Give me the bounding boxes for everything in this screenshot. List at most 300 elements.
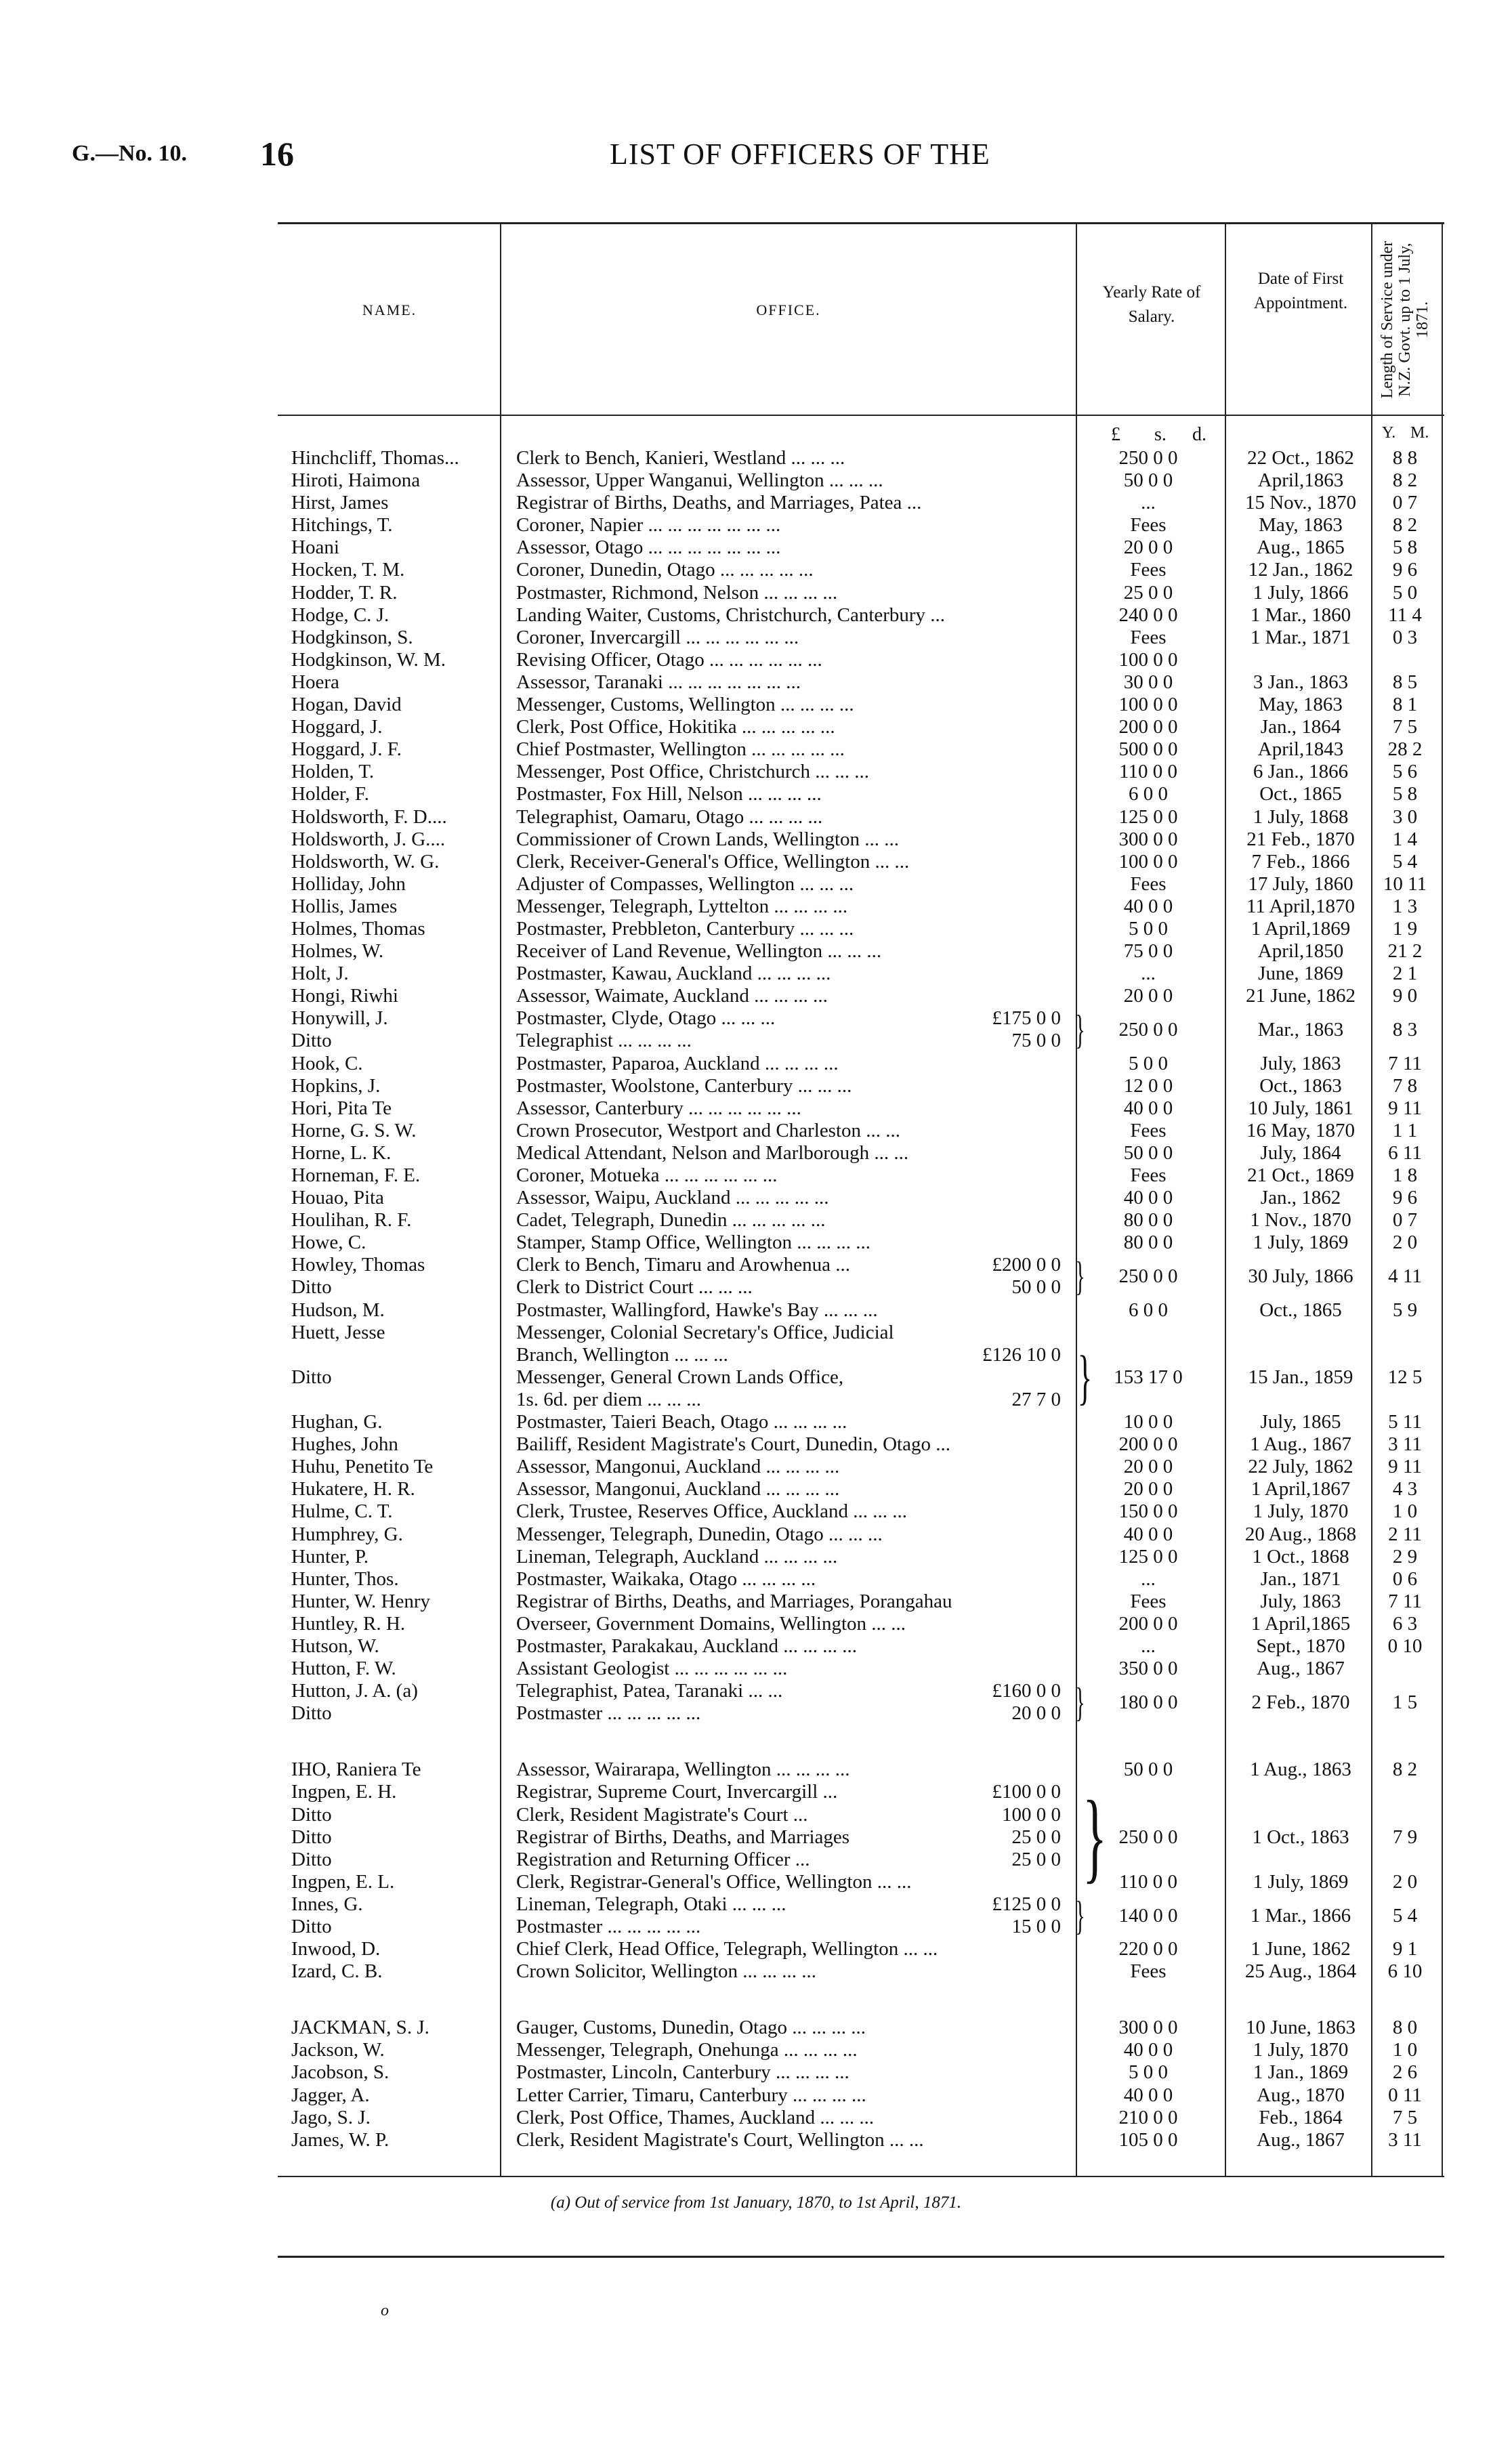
salary-component: £160 0 0 xyxy=(992,1680,1061,1702)
table-row xyxy=(0,940,1512,963)
appointment-date: 22 July, 1862 xyxy=(1248,1456,1353,1478)
appointment-date: Sept., 1870 xyxy=(1256,1635,1345,1657)
table-row xyxy=(0,492,1512,514)
yearly-salary: Fees xyxy=(1130,1590,1167,1612)
office-title: Registrar of Births, Deaths, and Marriages, Patea ... xyxy=(516,492,922,514)
table-bottom-rule xyxy=(278,2176,1444,2177)
office-title: Assessor, Canterbury ... ... ... ... ... ... xyxy=(516,1097,801,1119)
office-title: Registration and Returning Officer ... xyxy=(516,1848,810,1870)
office-title: Postmaster, Wallingford, Hawke's Bay ... ... ... xyxy=(516,1299,878,1321)
officer-name: Hutton, F. W. xyxy=(291,1658,396,1680)
officer-table-body xyxy=(0,447,1512,2151)
appointment-date: 22 Oct., 1862 xyxy=(1247,447,1354,469)
service-length: 5 11 xyxy=(1388,1411,1422,1433)
officer-name: Humphrey, G. xyxy=(291,1523,403,1545)
office-title: Branch, Wellington ... ... ... xyxy=(516,1343,728,1366)
yearly-salary: 5 0 0 xyxy=(1129,1052,1168,1074)
yearly-salary: 110 0 0 xyxy=(1119,1870,1177,1893)
service-length: 1 4 xyxy=(1392,828,1418,850)
appointment-date: July, 1865 xyxy=(1260,1411,1341,1433)
appointment-date: 12 Jan., 1862 xyxy=(1248,559,1353,581)
yearly-salary: ... xyxy=(1141,492,1156,514)
office-title: Postmaster, Fox Hill, Nelson ... ... ... ... xyxy=(516,783,822,805)
table-row xyxy=(0,1187,1512,1209)
service-length: 2 6 xyxy=(1392,2061,1418,2084)
table-row xyxy=(0,1591,1512,1613)
table-row xyxy=(0,537,1512,559)
table-row xyxy=(0,1613,1512,1635)
service-length: 3 11 xyxy=(1388,2128,1422,2151)
office-title: Postmaster, Kawau, Auckland ... ... ... ... xyxy=(516,963,831,985)
table-row xyxy=(0,1299,1512,1322)
office-title: Assistant Geologist ... ... ... ... ... ... xyxy=(516,1658,788,1680)
officer-name: Honywill, J. xyxy=(291,1007,388,1030)
service-length: 1 0 xyxy=(1392,2039,1418,2061)
yearly-salary: 6 0 0 xyxy=(1129,783,1168,805)
appointment-date: 30 July, 1866 xyxy=(1248,1265,1353,1288)
appointment-date: April,1863 xyxy=(1257,469,1344,492)
office-title: Messenger, Telegraph, Lyttelton ... ... ... ... xyxy=(516,895,848,917)
office-title: Postmaster, Taieri Beach, Otago ... ... ... ... xyxy=(516,1411,847,1433)
service-length: 2 1 xyxy=(1392,963,1418,985)
officer-name: Hodgkinson, W. M. xyxy=(291,648,446,671)
officer-name: Houao, Pita xyxy=(291,1187,384,1209)
office-title: Clerk to Bench, Kanieri, Westland ... ... ... xyxy=(516,447,845,469)
office-title: Assessor, Upper Wanganui, Wellington ... ... ... xyxy=(516,469,883,492)
yearly-salary: 40 0 0 xyxy=(1123,1097,1173,1119)
yearly-salary: 40 0 0 xyxy=(1123,2084,1173,2106)
service-length: 0 7 xyxy=(1392,492,1418,514)
yearly-salary: 105 0 0 xyxy=(1118,2128,1178,2151)
yearly-salary: 80 0 0 xyxy=(1123,1232,1173,1254)
office-title: Crown Prosecutor, Westport and Charleston ... ... xyxy=(516,1119,901,1141)
yearly-salary: 20 0 0 xyxy=(1123,1456,1173,1478)
office-title: Postmaster, Woolstone, Canterbury ... ... ... xyxy=(516,1074,852,1097)
table-row xyxy=(0,559,1512,581)
office-title: Postmaster, Clyde, Otago ... ... ... xyxy=(516,1007,776,1030)
officer-name: Hughes, John xyxy=(291,1433,398,1456)
officer-name: Izard, C. B. xyxy=(291,1960,383,1983)
officer-name: Houlihan, R. F. xyxy=(291,1209,412,1232)
service-length: 6 10 xyxy=(1387,1960,1423,1983)
office-title: Landing Waiter, Customs, Christchurch, Canterbury ... xyxy=(516,604,946,626)
table-row xyxy=(0,2107,1512,2129)
office-title: Telegraphist, Patea, Taranaki ... ... xyxy=(516,1680,783,1702)
office-title: Postmaster, Lincoln, Canterbury ... ... ... ... xyxy=(516,2061,849,2084)
service-length: 12 5 xyxy=(1387,1366,1423,1388)
table-row xyxy=(0,2129,1512,2151)
yearly-salary: Fees xyxy=(1130,1960,1167,1983)
yearly-salary: 125 0 0 xyxy=(1118,805,1178,828)
salary-component: 25 0 0 xyxy=(1011,1848,1061,1870)
yearly-salary: Fees xyxy=(1130,1119,1167,1141)
service-length: 2 0 xyxy=(1392,1232,1418,1254)
table-row xyxy=(0,1232,1512,1254)
table-row xyxy=(0,1164,1512,1187)
officer-name: Ditto xyxy=(291,1848,332,1870)
service-length: 7 8 xyxy=(1392,1074,1418,1097)
appointment-date: 2 Feb., 1870 xyxy=(1251,1691,1350,1714)
appointment-date: 15 Nov., 1870 xyxy=(1244,492,1357,514)
officer-name: Ditto xyxy=(291,1803,332,1826)
service-length: 9 6 xyxy=(1392,559,1418,581)
table-row xyxy=(0,1478,1512,1500)
yearly-salary: 10 0 0 xyxy=(1123,1411,1173,1433)
appointment-date: April,1843 xyxy=(1257,738,1344,761)
officer-name: Hiroti, Haimona xyxy=(291,469,421,492)
service-length: 1 5 xyxy=(1392,1691,1418,1714)
appointment-date: July, 1863 xyxy=(1260,1590,1341,1612)
table-row xyxy=(0,806,1512,828)
appointment-date: Aug., 1867 xyxy=(1257,1658,1345,1680)
office-title: Lineman, Telegraph, Auckland ... ... ... ... xyxy=(516,1545,838,1568)
salary-component: £200 0 0 xyxy=(992,1254,1061,1276)
table-row xyxy=(0,514,1512,537)
officer-name: Hodgkinson, S. xyxy=(291,626,413,648)
service-length: 8 8 xyxy=(1392,447,1418,469)
officer-name: Jago, S. J. xyxy=(291,2106,371,2128)
appointment-date: June, 1869 xyxy=(1258,963,1343,985)
officer-name: Hongi, Riwhi xyxy=(291,985,398,1007)
appointment-date: 1 Jan., 1869 xyxy=(1253,2061,1349,2084)
officer-name: Hook, C. xyxy=(291,1052,363,1074)
officer-name: Jacobson, S. xyxy=(291,2061,390,2084)
officer-name: Ingpen, E. H. xyxy=(291,1781,397,1803)
appointment-date: Aug., 1865 xyxy=(1257,537,1345,559)
grouping-brace: } xyxy=(1075,1007,1085,1053)
yearly-salary: 125 0 0 xyxy=(1118,1545,1178,1568)
officer-name: Hukatere, H. R. xyxy=(291,1478,415,1500)
yearly-salary: 110 0 0 xyxy=(1119,761,1177,783)
officer-name: Hoera xyxy=(291,671,339,693)
office-title: Messenger, Telegraph, Onehunga ... ... ... ... xyxy=(516,2039,858,2061)
yearly-salary: 20 0 0 xyxy=(1123,1478,1173,1500)
salary-component: 20 0 0 xyxy=(1011,1702,1061,1725)
office-title: Chief Postmaster, Wellington ... ... ... ... ... xyxy=(516,738,845,761)
appointment-date: 1 July, 1869 xyxy=(1253,1232,1349,1254)
officer-name: Ditto xyxy=(291,1702,332,1725)
service-length: 1 1 xyxy=(1392,1119,1418,1141)
yearly-salary: ... xyxy=(1141,1635,1156,1657)
appointment-date: 1 Aug., 1867 xyxy=(1250,1433,1351,1456)
service-length: 2 0 xyxy=(1392,1870,1418,1893)
table-row xyxy=(0,649,1512,671)
officer-name: Holden, T. xyxy=(291,761,375,783)
column-header-date: Date of First Appointment. xyxy=(1253,270,1348,312)
table-row xyxy=(0,783,1512,805)
yearly-salary: 250 0 0 xyxy=(1118,1019,1178,1041)
appointment-date: Feb., 1864 xyxy=(1259,2106,1343,2128)
office-title: Clerk to Bench, Timaru and Arowhenua ... xyxy=(516,1254,850,1276)
officer-name: Holt, J. xyxy=(291,963,349,985)
appointment-date: Oct., 1865 xyxy=(1259,1299,1342,1321)
officer-name: Inwood, D. xyxy=(291,1938,381,1960)
yearly-salary: 50 0 0 xyxy=(1123,1141,1173,1164)
yearly-salary: 180 0 0 xyxy=(1118,1691,1178,1714)
officer-name: Huntley, R. H. xyxy=(291,1612,406,1635)
appointment-date: 16 May, 1870 xyxy=(1246,1119,1356,1141)
service-length: 8 2 xyxy=(1392,469,1418,492)
service-length: 0 3 xyxy=(1392,626,1418,648)
officer-name: Hollis, James xyxy=(291,895,398,917)
officer-name: Hori, Pita Te xyxy=(291,1097,392,1119)
office-title: Coroner, Invercargill ... ... ... ... ... ... xyxy=(516,626,799,648)
appointment-date: 11 April,1870 xyxy=(1246,895,1356,917)
page-header xyxy=(0,135,1512,179)
document-reference: G.—No. 10. xyxy=(72,141,187,166)
appointment-date: 1 Oct., 1868 xyxy=(1252,1545,1349,1568)
service-length: 9 1 xyxy=(1392,1938,1418,1960)
table-row xyxy=(0,1523,1512,1546)
officer-name: Horneman, F. E. xyxy=(291,1164,421,1186)
service-length: 8 2 xyxy=(1392,1759,1418,1781)
page-number: 16 xyxy=(260,135,294,173)
salary-component: £125 0 0 xyxy=(992,1893,1061,1915)
service-length: 7 5 xyxy=(1392,716,1418,738)
table-row xyxy=(0,604,1512,627)
table-row xyxy=(0,582,1512,604)
appointment-date: 25 Aug., 1864 xyxy=(1244,1960,1357,1983)
appointment-date: 1 Aug., 1863 xyxy=(1250,1759,1351,1781)
office-title: Postmaster ... ... ... ... ... xyxy=(516,1702,701,1725)
service-length: 6 3 xyxy=(1392,1612,1418,1635)
yearly-salary: 250 0 0 xyxy=(1118,1826,1178,1848)
table-row xyxy=(0,1433,1512,1456)
table-row xyxy=(0,1500,1512,1523)
service-length: 7 11 xyxy=(1388,1052,1422,1074)
service-length: 11 4 xyxy=(1388,604,1422,626)
office-title: Registrar, Supreme Court, Invercargill ... xyxy=(516,1781,838,1803)
appointment-date: May, 1863 xyxy=(1259,694,1343,716)
office-title: Postmaster, Parakakau, Auckland ... ... ... ... xyxy=(516,1635,858,1657)
yearly-salary: 153 17 0 xyxy=(1114,1366,1183,1388)
officer-name: Hogan, David xyxy=(291,694,402,716)
table-row xyxy=(0,1075,1512,1097)
appointment-date: Jan., 1871 xyxy=(1260,1568,1341,1590)
service-length: 5 4 xyxy=(1392,850,1418,872)
column-header-name: NAME. xyxy=(362,301,417,318)
office-title: Clerk to District Court ... ... ... xyxy=(516,1276,753,1299)
office-title: Assessor, Mangonui, Auckland ... ... ... ... xyxy=(516,1456,840,1478)
table-row xyxy=(0,1389,1512,1411)
table-row xyxy=(0,1322,1512,1344)
yearly-salary: 80 0 0 xyxy=(1123,1209,1173,1232)
office-title: Revising Officer, Otago ... ... ... ... ... ... xyxy=(516,648,822,671)
service-length: 5 4 xyxy=(1392,1905,1418,1927)
table-row xyxy=(0,828,1512,851)
service-length: 5 8 xyxy=(1392,783,1418,805)
yearly-salary: 50 0 0 xyxy=(1123,1759,1173,1781)
officer-name: Hutson, W. xyxy=(291,1635,379,1657)
appointment-date: 21 June, 1862 xyxy=(1246,985,1356,1007)
service-length: 5 0 xyxy=(1392,581,1418,604)
salary-component: £126 10 0 xyxy=(982,1343,1061,1366)
table-row xyxy=(0,447,1512,469)
officer-name: Ditto xyxy=(291,1030,332,1052)
unit-shillings: s. xyxy=(1154,424,1167,445)
yearly-salary: 200 0 0 xyxy=(1118,1433,1178,1456)
service-length: 9 11 xyxy=(1388,1097,1422,1119)
office-title: Clerk, Trustee, Reserves Office, Auckland ... ... ... xyxy=(516,1500,907,1523)
office-title: Registrar of Births, Deaths, and Marriages, Porangahau xyxy=(516,1590,952,1612)
yearly-salary: 350 0 0 xyxy=(1118,1658,1178,1680)
officer-name: Horne, G. S. W. xyxy=(291,1119,417,1141)
table-row xyxy=(0,1871,1512,1893)
table-row xyxy=(0,1456,1512,1478)
officer-name: IHO, Raniera Te xyxy=(291,1759,421,1781)
service-length: 5 9 xyxy=(1392,1299,1418,1321)
table-row xyxy=(0,1019,1512,1052)
officer-name: Huhu, Penetito Te xyxy=(291,1456,434,1478)
appointment-date: 1 Mar., 1866 xyxy=(1250,1905,1351,1927)
office-title: Clerk, Post Office, Thames, Auckland ... ... ... xyxy=(516,2106,875,2128)
yearly-salary: 250 0 0 xyxy=(1118,447,1178,469)
salary-component: £175 0 0 xyxy=(992,1007,1061,1030)
officer-name: Hulme, C. T. xyxy=(291,1500,393,1523)
appointment-date: 1 July, 1870 xyxy=(1253,1500,1349,1523)
yearly-salary: 25 0 0 xyxy=(1123,581,1173,604)
office-title: Assessor, Wairarapa, Wellington ... ... ... ... xyxy=(516,1759,850,1781)
office-title: Registrar of Births, Deaths, and Marriages xyxy=(516,1826,850,1848)
yearly-salary: 40 0 0 xyxy=(1123,895,1173,917)
yearly-salary: 220 0 0 xyxy=(1118,1938,1178,1960)
office-title: Chief Clerk, Head Office, Telegraph, Wellington ... ... xyxy=(516,1938,938,1960)
officer-name: Hoggard, J. F. xyxy=(291,738,402,761)
yearly-salary: ... xyxy=(1141,1568,1156,1590)
officer-name: Holliday, John xyxy=(291,872,406,895)
service-length: 9 0 xyxy=(1392,985,1418,1007)
office-title: Postmaster, Prebbleton, Canterbury ... ... ... xyxy=(516,917,854,940)
service-length: 9 6 xyxy=(1392,1187,1418,1209)
appointment-date: 10 July, 1861 xyxy=(1248,1097,1353,1119)
service-length: 3 0 xyxy=(1392,805,1418,828)
appointment-date: Aug., 1870 xyxy=(1257,2084,1345,2106)
appointment-date: 10 June, 1863 xyxy=(1246,2017,1356,2039)
officer-name: Holmes, Thomas xyxy=(291,917,425,940)
office-title: Cadet, Telegraph, Dunedin ... ... ... ... ... xyxy=(516,1209,826,1232)
officer-name: Hopkins, J. xyxy=(291,1074,381,1097)
service-length: 8 2 xyxy=(1392,514,1418,537)
officer-name: Ingpen, E. L. xyxy=(291,1870,395,1893)
service-length: 2 11 xyxy=(1388,1523,1422,1545)
appointment-date: 7 Feb., 1866 xyxy=(1251,850,1350,872)
service-length: 5 8 xyxy=(1392,537,1418,559)
office-title: Messenger, Colonial Secretary's Office, Judicial xyxy=(516,1321,894,1343)
appointment-date: 20 Aug., 1868 xyxy=(1244,1523,1357,1545)
yearly-salary: 210 0 0 xyxy=(1118,2106,1178,2128)
appointment-date: Aug., 1867 xyxy=(1257,2128,1345,2151)
service-length: 8 0 xyxy=(1392,2017,1418,2039)
table-row xyxy=(0,1053,1512,1075)
officer-name: Hunter, Thos. xyxy=(291,1568,399,1590)
office-title: Messenger, General Crown Lands Office, xyxy=(516,1366,844,1388)
footnote: (a) Out of service from 1st January, 1870, to 1st April, 1871. xyxy=(550,2193,962,2212)
appointment-date: 17 July, 1860 xyxy=(1248,872,1353,895)
officer-name: James, W. P. xyxy=(291,2128,390,2151)
yearly-salary: 5 0 0 xyxy=(1129,917,1168,940)
table-row xyxy=(0,985,1512,1007)
appointment-date: 21 Oct., 1869 xyxy=(1247,1164,1354,1186)
service-length: 10 11 xyxy=(1383,872,1427,895)
page-title: LIST OF OFFICERS OF THE xyxy=(610,138,990,171)
officer-name: Howe, C. xyxy=(291,1232,366,1254)
appointment-date: July, 1864 xyxy=(1260,1141,1341,1164)
table-row xyxy=(0,761,1512,783)
officer-name: Hutton, J. A. (a) xyxy=(291,1680,418,1702)
officer-name: Horne, L. K. xyxy=(291,1141,392,1164)
office-title: Gauger, Customs, Dunedin, Otago ... ... ... ... xyxy=(516,2017,866,2039)
grouping-brace: } xyxy=(1075,1680,1085,1725)
officer-name: Howley, Thomas xyxy=(291,1254,425,1276)
appointment-date: 1 April,1869 xyxy=(1251,917,1351,940)
officer-name: Ditto xyxy=(291,1276,332,1299)
office-title: Coroner, Dunedin, Otago ... ... ... ... ... xyxy=(516,559,814,581)
officer-name: Holder, F. xyxy=(291,783,369,805)
yearly-salary: 100 0 0 xyxy=(1118,694,1178,716)
table-row xyxy=(0,1546,1512,1568)
salary-component: 27 7 0 xyxy=(1011,1388,1061,1410)
yearly-salary: 300 0 0 xyxy=(1118,828,1178,850)
appointment-date: 1 Nov., 1870 xyxy=(1250,1209,1351,1232)
footnote-rule xyxy=(278,2256,1444,2258)
table-row xyxy=(0,1658,1512,1680)
office-title: Messenger, Telegraph, Dunedin, Otago ... ... ... xyxy=(516,1523,883,1545)
appointment-date: 1 July, 1869 xyxy=(1253,1870,1349,1893)
office-title: Letter Carrier, Timaru, Canterbury ... ... ... ... xyxy=(516,2084,866,2106)
office-title: Assessor, Taranaki ... ... ... ... ... ... ... xyxy=(516,671,801,693)
unit-years: Y. xyxy=(1382,424,1396,442)
office-title: Assessor, Waipu, Auckland ... ... ... ... ... xyxy=(516,1187,829,1209)
service-length: 7 5 xyxy=(1392,2106,1418,2128)
yearly-salary: 200 0 0 xyxy=(1118,716,1178,738)
column-header-length-text: Length of Service under N.Z. Govt. up to 1 July, 1871. xyxy=(1379,240,1431,399)
table-row xyxy=(0,469,1512,492)
appointment-date: 21 Feb., 1870 xyxy=(1246,828,1355,850)
table-row xyxy=(0,1366,1512,1389)
service-length: 7 9 xyxy=(1392,1826,1418,1848)
office-title: Assessor, Otago ... ... ... ... ... ... ... xyxy=(516,537,781,559)
appointment-date: 6 Jan., 1866 xyxy=(1253,761,1349,783)
office-title: Adjuster of Compasses, Wellington ... ... ... xyxy=(516,872,854,895)
table-row xyxy=(0,2039,1512,2061)
table-row xyxy=(0,1120,1512,1142)
service-length: 8 3 xyxy=(1392,1019,1418,1041)
office-title: Coroner, Napier ... ... ... ... ... ... ... xyxy=(516,514,781,537)
yearly-salary: 500 0 0 xyxy=(1118,738,1178,761)
appointment-date: April,1850 xyxy=(1257,940,1344,963)
yearly-salary: 5 0 0 xyxy=(1129,2061,1168,2084)
office-title: Messenger, Customs, Wellington ... ... ... ... xyxy=(516,694,854,716)
table-row xyxy=(0,2084,1512,2107)
officer-name: Hirst, James xyxy=(291,492,389,514)
office-title: Commissioner of Crown Lands, Wellington ... ... xyxy=(516,828,900,850)
unit-pounds: £ xyxy=(1111,424,1120,445)
table-row xyxy=(0,851,1512,873)
table-row xyxy=(0,1759,1512,1781)
officer-name: Hoggard, J. xyxy=(291,716,383,738)
officer-name: Holdsworth, W. G. xyxy=(291,850,440,872)
service-length: 0 11 xyxy=(1388,2084,1422,2106)
yearly-salary: 300 0 0 xyxy=(1118,2017,1178,2039)
table-row xyxy=(0,627,1512,649)
officer-name: Holdsworth, J. G.... xyxy=(291,828,446,850)
office-title: Telegraphist ... ... ... ... xyxy=(516,1030,692,1052)
service-length: 28 2 xyxy=(1387,738,1423,761)
service-length: 1 9 xyxy=(1392,917,1418,940)
table-row xyxy=(0,918,1512,940)
grouping-brace: } xyxy=(1083,1780,1107,1893)
appointment-date: Jan., 1862 xyxy=(1260,1187,1341,1209)
